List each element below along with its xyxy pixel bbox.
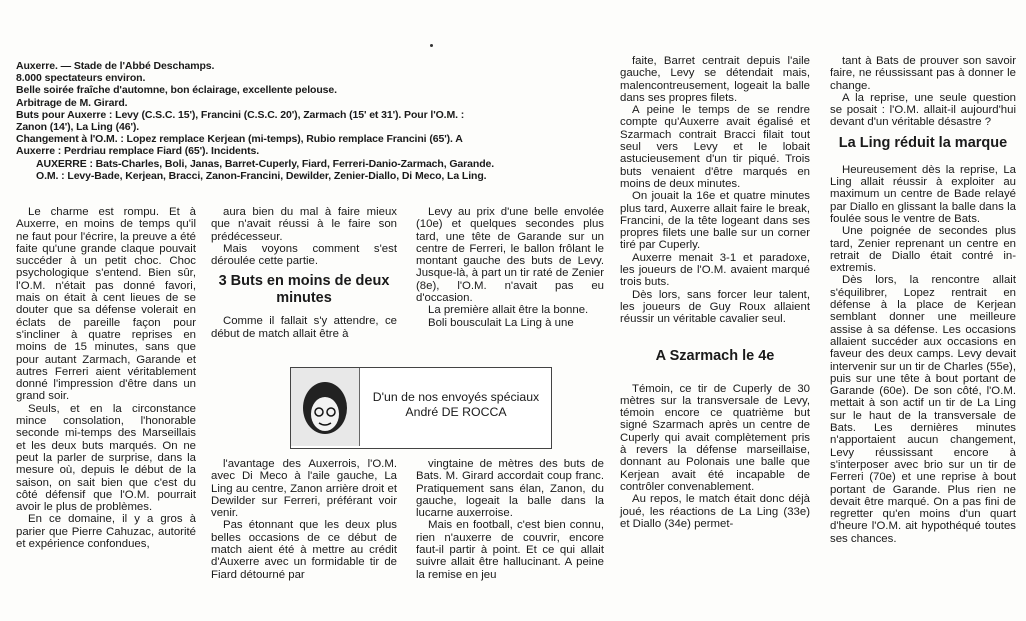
paragraph: Dès lors, sans forcer leur talent, les joueurs de Guy Roux allaient réussir un véritable cavalier seul. — [620, 288, 810, 326]
paragraph: Boli bousculait La Ling à une — [428, 316, 574, 329]
paragraph: vingtaine de mètres des buts de Bats. M. Girard accordait coup franc. Pratiquement sans élan, Zanon, du gauche, logeait la balle dans la lucarne auxerroise. — [416, 458, 604, 520]
paragraph: Témoin, ce tir de Cuperly de 30 mètres sur la transversale de Levy, témoin encore ce quatrième but signé Szarmach après un centre de Cuperly qui avait complètement pris à revers la défense marseillaise, donnant au Polonais une balle que Kerjean avait été incapable de contrôler convenablement. — [620, 382, 810, 493]
goals-line: Buts pour Auxerre : Levy (C.S.C. 15'), Francini (C.S.C. 20'), Zarmach (15' et 31'). Pour l'O.M. : — [16, 108, 465, 121]
paragraph: Mais voyons comment s'est déroulée cette partie. — [211, 242, 397, 268]
match-info-header — [16, 60, 616, 182]
paragraph: Levy au prix d'une belle envolée (10e) et quelques secondes plus tard, une tête de Garande sur un centre de Ferreri, le ballon frôlant le montant gauche des buts de Levy. Jusque-là, à part un tir raté de Zenier (8e), l'O.M. n'avait pas eu d'occasion. — [416, 206, 604, 305]
paragraph: On jouait la 16e et quatre minutes plus tard, Auxerre allait faire le break, Francini, de la tête logeant dans ses propres filets une balle sur un corner tiré par Cuperly. — [620, 190, 810, 252]
substitutions-line: Changement à l'O.M. : Lopez remplace Kerjean (mi-temps), Rubio remplace Francini (65'). A — [16, 133, 463, 146]
paragraph: Comme il fallait s'y attendre, ce début de match allait être à — [211, 315, 397, 340]
paragraph: Une poignée de secondes plus tard, Zenier reprenant un centre en retrait de Diallo était contré in-extremis. — [830, 225, 1016, 275]
article-column-3 — [416, 206, 604, 329]
paragraph: Le charme est rompu. Et à Auxerre, en moins de temps qu'il ne faut pour l'écrire, la preuve a été faite qu'une grande claque pouvait succéder à un petit choc. Choc psychologique s'entend. Bien sûr, l'O.M. n'était pas donné favori, mais on était à cent lieues de se douter que sa défense volerait en éclats de pareille façon pour s'incliner à quatre reprises en moins de 15 minutes, sans que pour autant Zarmach, Garande et autres Ferreri aient véritablement donné l'impression d'être dans un grand soir. — [16, 206, 196, 403]
correspondent-box — [290, 367, 552, 449]
conditions-line: Belle soirée fraîche d'automne, bon éclairage, excellente pelouse. — [16, 84, 337, 97]
article-column-4 — [620, 55, 810, 530]
paragraph: Seuls, et en la circonstance mince consolation, l'honorable seconde mi-temps des Marseillais et les deux buts marqués. On ne peut la parler de surprise, dans la mesure où, depuis le début de la saison, on sait bien que c'est du côté défensif que l'O.M. pourrait avoir le plus de problèmes. — [16, 402, 196, 514]
attendance-line: 8.000 spectateurs environ. — [16, 72, 146, 85]
paragraph: tant à Bats de prouver son savoir faire, ne réussissant pas à donner le change. — [830, 55, 1016, 92]
article-column-1 — [16, 206, 196, 550]
paragraph: Heureusement dès la reprise, La Ling allait réussir à exploiter au maximum un centre de Bade relayé par Diallo en glissant la balle dans la foulée sous le ventre de Bats. — [830, 163, 1016, 225]
venue-line: Auxerre. — Stade de l'Abbé Deschamps. — [16, 60, 215, 72]
paragraph: Au repos, le match était donc déjà joué, les réactions de La Ling (33e) et Diallo (34e) permet- — [620, 493, 810, 530]
substitutions-line-2: Auxerre : Perdriau remplace Fiard (65'). Incidents. — [16, 145, 260, 158]
paragraph: aura bien du mal à faire mieux que n'avait réussi à le faire son prédécesseur. — [211, 206, 397, 243]
article-column-3-continued — [416, 458, 604, 581]
section-heading: 3 Buts en moins de deux minutes — [218, 273, 390, 307]
paragraph: l'avantage des Auxerrois, l'O.M. avec Di Meco à l'aile gauche, La Ling au centre, Zanon arrière droit et Dewilder sur Ferreri, préférant voir venir. — [211, 458, 397, 520]
goals-line-2: Zanon (14'), La Ling (46'). — [16, 121, 140, 134]
paragraph: Mais en football, c'est bien connu, rien n'auxerre de couvrir, encore faut-il partir à point. Et ce qui allait suivre allait être hallucinant. A peine la remise en jeu — [416, 519, 604, 581]
paragraph: faite, Barret centrait depuis l'aile gauche, Levy se détendait mais, malencontreusement, logeait la balle dans ses propres filets. — [620, 55, 810, 104]
article-column-2 — [211, 206, 397, 340]
article-column-5 — [830, 55, 1016, 545]
correspondent-name: André DE ROCCA — [405, 405, 507, 419]
paragraph: A peine le temps de se rendre compte qu'Auxerre avait égalisé et Szarmach contrait Bracci filait tout seul vers Levy et le lobait astucieusement d'un tir piqué. Trois buts venaient d'être marqués en moins de deux minutes. — [620, 104, 810, 190]
article-column-2-continued — [211, 458, 397, 581]
paragraph: Pas étonnant que les deux plus belles occasions de ce début de match aient été à mettre au crédit d'Auxerre avec un formidable tir de Fiard détourné par — [211, 519, 397, 581]
paragraph: Dès lors, la rencontre allait s'équilibrer, Lopez rentrait en défense à la place de Kerjean semblant donner une meilleure assise à sa défense. Les occasions allaient succéder aux occasions en faveur des deux camps. Levy devait intervenir sur un tir de Charles (55e), puis sur une tête à bout portant de Garande (60e). De son côté, l'O.M. mettait à son actif un tir de La Ling sur le haut de la transversale de Bats. Les dernières minutes n'apportaient aucun changement, Levy réussissant encore à s'interposer avec brio sur un tir de Ferreri (70e) et une reprise à bout portant de Garande. Plus rien ne devait être marqué. On a pas fini de regretter qu'en moins d'un quart d'heure l'O.M. ait hypothéqué toutes ses chances. — [830, 274, 1016, 545]
paragraph: A la reprise, une seule question se posait : l'O.M. allait-il aujourd'hui devant d'un véritable désastre ? — [830, 91, 1016, 129]
om-lineup: O.M. : Levy-Bade, Kerjean, Bracci, Zanon-Francini, Dewilder, Zenier-Diallo, Di Meco, La Ling. — [36, 169, 487, 182]
section-heading: La Ling réduit la marque — [838, 134, 1008, 151]
correspondent-photo — [291, 368, 360, 446]
paragraph: Auxerre menait 3-1 et paradoxe, les joueurs de l'O.M. avaient marqué trois buts. — [620, 251, 810, 289]
correspondent-caption: D'un de nos envoyés spéciaux — [372, 390, 540, 404]
paragraph: La première allait être la bonne. — [428, 304, 589, 317]
auxerre-lineup: AUXERRE : Bats-Charles, Boli, Janas, Barret-Cuperly, Fiard, Ferreri-Danio-Zarmach, Garande. — [36, 157, 495, 170]
paragraph: En ce domaine, il y a gros à parier que Pierre Cahuzac, autorité et expérience confondues, — [16, 513, 196, 551]
referee-line: Arbitrage de M. Girard. — [16, 96, 128, 109]
print-dot — [430, 44, 433, 47]
section-heading: A Szarmach le 4e — [655, 347, 775, 364]
